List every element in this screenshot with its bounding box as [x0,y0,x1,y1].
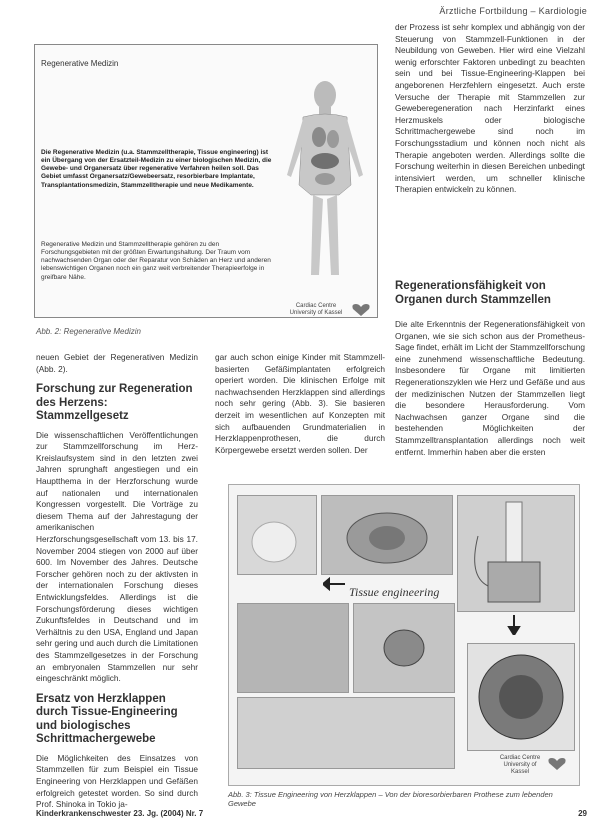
cell-culture-photo [237,603,349,693]
valve-scaffold-photo [353,603,455,693]
figure-3-caption: Abb. 3: Tissue Engineering von Herzklappen – Von der bioresorbierbaren Prothese zum lebenden Gewebe [228,790,553,808]
section-heading-research: Forschung zur Regeneration des Herzens: Stammzellgesetz [36,383,193,423]
intro-text: neuen Gebiet der Regenerativen Medizin (Abb. 2). [36,352,198,374]
running-header: Ärztliche Fortbildung – Kardiologie [439,6,587,16]
valve-photo-2 [321,495,453,575]
figure-regenerative-medicine [34,44,378,318]
page-number: 29 [578,809,587,818]
figure-paragraph-1: Die Regenerative Medizin (u.a. Stammzelltherapie, Tissue engineering) ist ein Übergang von der Ersatzteil-Medizin zu einer biologischen Medizin, die Gewebe- und Organersatz über regenerative Verfahren heilen soll. Das Gebiet umfasst Organersatz/Gewebeersatz, resorbierbare Implantate, Transplantationsmedizin, Stammzelltherapie und neue Medikamente. [41,149,272,189]
tissue-engineering-label: Tissue engineering [349,585,440,599]
arrow-left-icon [323,577,345,591]
section-heading-heart-valves: Ersatz von Herzklappen durch Tissue-Engineering und biologisches Schrittmachergewebe [36,692,178,746]
middle-column-text: gar auch schon einige Kinder mit Stammzell-basierten Gefäßimplantaten erfolgreich operiert worden. Die klinischen Erfolge mit nachwachsenden Herzklappen sind allerdings noch sehr gering (Abb. 3). Sie basieren derzeit im wesentlichen auf Konzepten mit sich aufbauenden Grundmaterialien in Herzklappenprothesen, die durch Körpergewebe ersetzt werden sollen. Der [215,352,385,455]
section-text-regeneration: Die alte Erkenntnis der Regenerationsfähigkeit von Organen, wie sie sich schon aus der Prometheus-Sage findet, erhält im Licht der Stammzellforschung eine zunehmend wissenschaftliche Bedeutung. Insbesondere für Organe mit limitierten Regenerationszyklen wie Herz und Gefäße und aus der medizinischen Nutzen der Stammzellen liegt die besondere Herausforderung. Vom Nachwachsen ganzer Organe sind die bestehenden Möglichkeiten der Stammzelltransplantation allerdings noch weit entfernt. Immerhin haben aber die ersten [395,319,586,457]
cardiac-centre-logo: Cardiac Centre University of Kassel [289,303,343,316]
arrow-down-icon-1 [507,615,521,635]
figure-paragraph-2: Regenerative Medizin und Stammzelltherapie gehören zu den Forschungsgebieten mit der größten Erwartungshaltung. Der Traum vom nachwachsenden Organ oder der Reparatur von Schäden an Herz und anderen lebenswichtigen Organen noch ein ganz weit verbreitender Therapieerfolge in greifbare Nähe. [41,241,271,281]
journal-footer: Kinderkrankenschwester 23. Jg. (2004) Nr. 7 [36,809,204,818]
section-heading-regeneration: Regenerationsfähigkeit von Organen durch Stammzellen [395,280,551,306]
living-tissue-photo [467,643,575,751]
microscopy-photo [237,697,455,769]
heart-logo-icon [351,303,371,317]
bioreactor-photo [457,495,575,612]
left-column [36,352,198,811]
section-text-heart-valves: Die Möglichkeiten des Einsatzes von Stammzellen für zum Beispiel ein Tissue Engineering von Herzklappen und Gefäßen erfolgreich getestet worden. So sind durch Prof. Shinoka in Tokio ja- [36,752,198,810]
right-column-text: der Prozess ist sehr komplex und abhängig von der Steuerung von Stammzell-Funktionen in der Neubildung von Geweben. Hier wird eine Vielzahl wenig erforschter Faktoren unbedingt zu beachten sein und bei Tissue-Engineering-Klappen bei angeborenen Herzfehlern eingesetzt. Auch erste Versuche der Therapie mit Stammzellen zur Geweberegeneration nach Herzinfarkt eines Herzmuskels oder biologische Schrittmachergewebe sind noch im Forschungsstadium und können noch nicht als Therapie angeboten werden. Allerdings sollte die Forschung weiterhin in diesen Bereichen unbedingt intensiviert werden, um schneller klinische Therapien entwickeln zu können. [395,22,585,195]
cardiac-centre-logo-2: Cardiac Centre University of Kassel [499,755,541,775]
figure-title: Regenerative Medizin [41,59,119,68]
figure-2-caption: Abb. 2: Regenerative Medizin [36,327,141,336]
section-regeneration [395,280,585,458]
heart-logo-icon-2 [547,757,567,771]
figure-tissue-engineering [228,484,580,786]
anatomy-illustration [275,75,375,285]
valve-photo-1 [237,495,317,575]
section-text-research: Die wissenschaftlichen Veröffentlichungen zur Stammzellforschung im Herz-Kreislaufsystem sind in den letzten zwei Jahren sprunghaft angestiegen und ein Hauptthema in der Herzforschung wurde auf nationalen und internationalen Kongressen vorgestellt. Die Vorträge zu diesem Thema auf der Jahrestagung der amerikanischen Herzforschungsgesellschaft vom 13. bis 17. November 2004 stiegen von 2000 auf über 600. Im November des Jahres. Deutsche Forscher gehören noch zu der aktivsten in der internationalen Forschung dieses Entwicklungsfeldes. Allerdings ist die Forschungsförderung dieses wichtigen Zukunftsfeldes in Deutschand und im Verhältnis zu den USA, England und Japan sehr gering und auch durch die Limitationen des Stammzellgesetzes in der Forschung an embryonalen Stammzellen nur sehr eingeschränkt möglich. [36,429,198,684]
